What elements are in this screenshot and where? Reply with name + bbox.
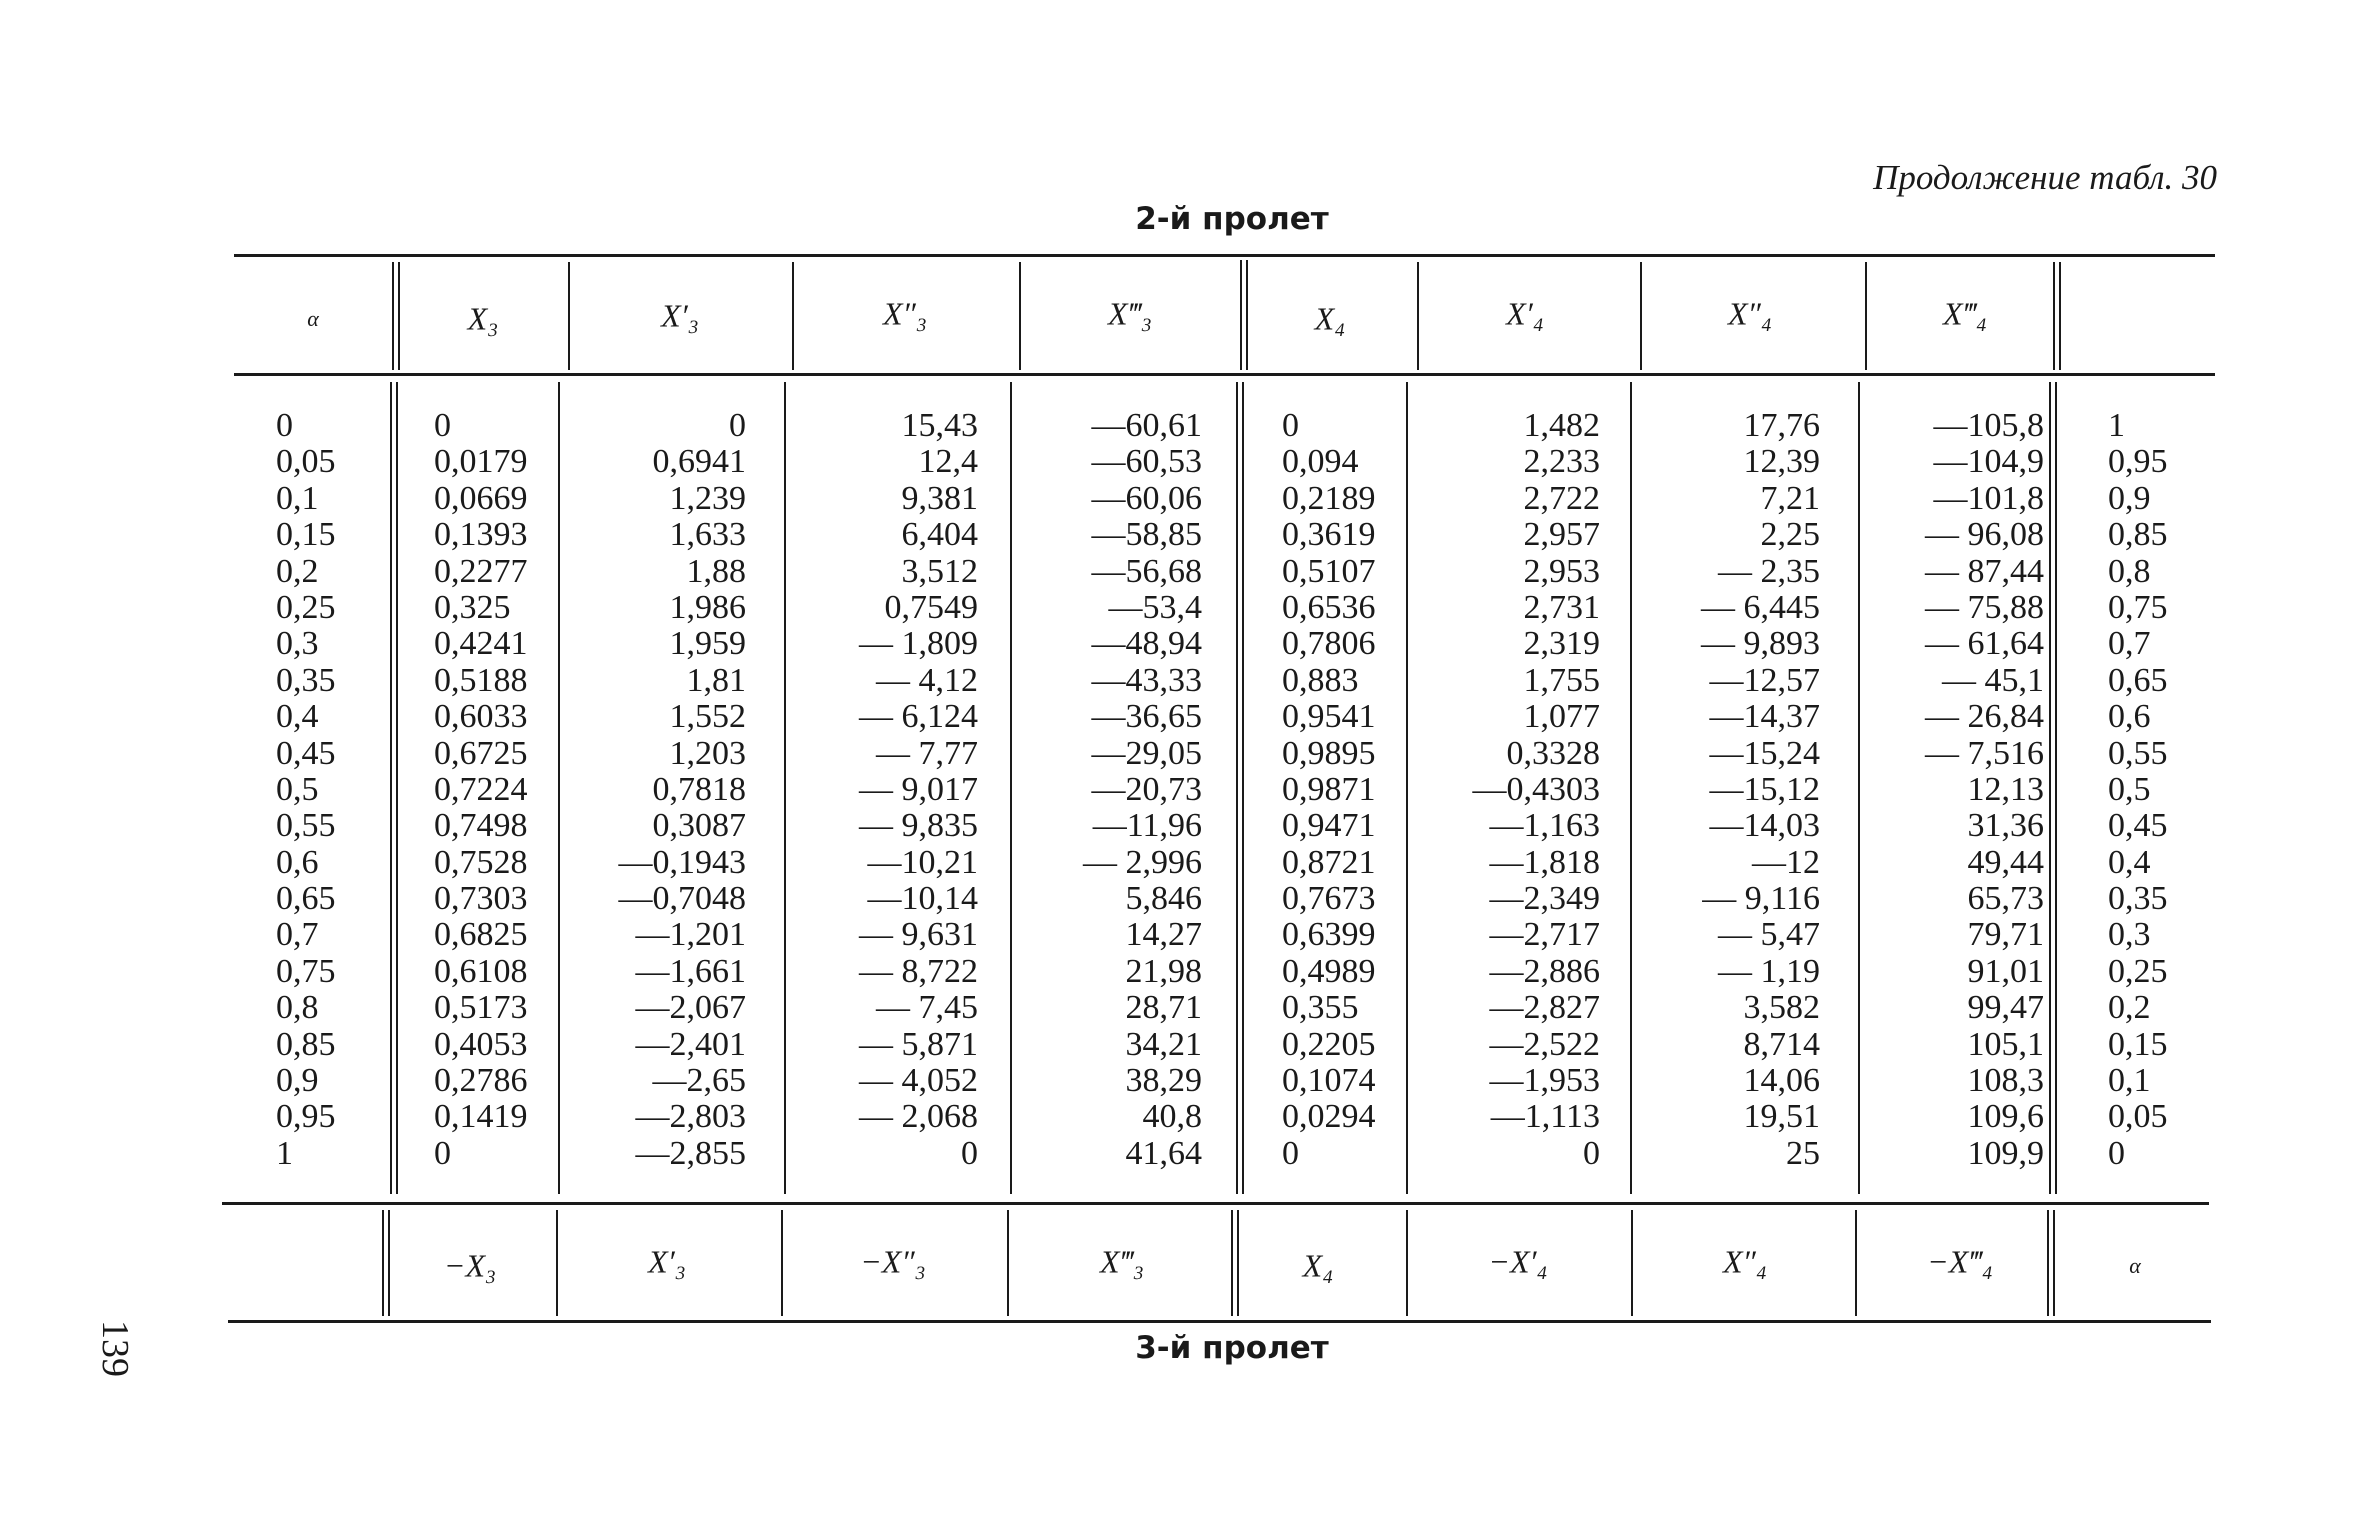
- table-cell: —10,14: [867, 880, 978, 918]
- table-cell: — 2,35: [1718, 552, 1820, 590]
- table-cell: —2,65: [652, 1062, 746, 1100]
- table-cell: 31,36: [1967, 807, 2044, 845]
- table-cell: 3,582: [1743, 989, 1820, 1027]
- table-cell: 0,9871: [1282, 770, 1376, 808]
- table-cell: — 8,722: [859, 952, 978, 990]
- table-cell: 0,4: [2108, 843, 2151, 881]
- table-cell: — 26,84: [1925, 698, 2044, 736]
- table-cell: 14,06: [1743, 1062, 1820, 1100]
- table-cell: — 96,08: [1925, 516, 2044, 554]
- table-cell: 0,2189: [1282, 479, 1376, 517]
- table-cell: — 87,44: [1925, 552, 2044, 590]
- rule-header-bottom: [234, 373, 2215, 376]
- table-cell: — 4,052: [859, 1062, 978, 1100]
- table-cell: 79,71: [1967, 916, 2044, 954]
- table-cell: —1,953: [1489, 1062, 1600, 1100]
- vrule: [1630, 382, 1632, 1194]
- column-x3-prime: [580, 408, 746, 1172]
- table-cell: 0,65: [276, 880, 336, 918]
- table-cell: 0,7528: [434, 843, 528, 881]
- table-cell: 0,9895: [1282, 734, 1376, 772]
- column-alpha-reversed: [2108, 408, 2208, 1172]
- table-cell: 17,76: [1743, 407, 1820, 444]
- table-cell: 109,6: [1967, 1098, 2044, 1136]
- table-cell: 2,953: [1523, 552, 1600, 590]
- table-cell: —2,855: [635, 1134, 746, 1172]
- table-cell: 0,2277: [434, 552, 528, 590]
- table-cell: —1,201: [635, 916, 746, 954]
- vrule: [1019, 262, 1021, 370]
- table-cell: 0,6536: [1282, 588, 1376, 626]
- vrule: [1007, 1210, 1009, 1316]
- table-cell: 0,883: [1282, 661, 1359, 699]
- header-alpha: α: [307, 306, 319, 331]
- table-cell: — 9,893: [1701, 625, 1820, 663]
- vrule-double: [2047, 1210, 2049, 1316]
- table-cell: —2,067: [635, 989, 746, 1027]
- header-x3-triple-prime: X‴₃: [1107, 295, 1153, 332]
- vrule-double: [392, 262, 394, 370]
- table-cell: 28,71: [1125, 989, 1202, 1027]
- table-cell: 0,3: [276, 625, 319, 663]
- table-cell: 0,95: [276, 1098, 336, 1136]
- table-cell: 41,64: [1125, 1134, 1202, 1172]
- bottom-span-title: 3-й пролет: [1135, 1330, 1329, 1366]
- table-cell: — 2,996: [1083, 843, 1202, 881]
- vrule-double: [396, 382, 398, 1194]
- table-cell: —20,73: [1091, 770, 1202, 808]
- table-cell: —0,1943: [618, 843, 746, 881]
- table-cell: 1,239: [669, 479, 746, 517]
- header-x4-double-prime: X″₄: [1728, 295, 1772, 332]
- footer-alpha: α: [2129, 1253, 2141, 1278]
- table-cell: 0,45: [2108, 807, 2168, 845]
- table-cell: 0,2205: [1282, 1025, 1376, 1063]
- table-cell: — 7,516: [1925, 734, 2044, 772]
- vrule: [1631, 1210, 1633, 1316]
- table-cell: —14,03: [1709, 807, 1820, 845]
- table-cell: 1,81: [686, 661, 746, 699]
- table-cell: 12,13: [1967, 770, 2044, 808]
- table-cell: 0,3619: [1282, 516, 1376, 554]
- table-cell: —2,827: [1489, 989, 1600, 1027]
- table-cell: 1,88: [686, 552, 746, 590]
- table-cell: 0,6941: [652, 443, 746, 481]
- vrule-double: [388, 1210, 390, 1316]
- table-cell: —53,4: [1108, 588, 1202, 626]
- table-cell: — 45,1: [1942, 661, 2044, 699]
- table-cell: 0,4053: [434, 1025, 528, 1063]
- table-cell: 0,6399: [1282, 916, 1376, 954]
- table-cell: 0,3: [2108, 916, 2151, 954]
- table-cell: 0,75: [276, 952, 336, 990]
- table-cell: — 7,45: [876, 989, 978, 1027]
- table-cell: —10,21: [867, 843, 978, 881]
- table-cell: 1,482: [1523, 407, 1600, 444]
- table-cell: 1,959: [669, 625, 746, 663]
- table-cell: 0,95: [2108, 443, 2168, 481]
- table-cell: —60,53: [1091, 443, 1202, 481]
- table-cell: —14,37: [1709, 698, 1820, 736]
- table-cell: 0,85: [276, 1025, 336, 1063]
- table-cell: 0,7806: [1282, 625, 1376, 663]
- table-cell: 21,98: [1125, 952, 1202, 990]
- table-cell: —1,661: [635, 952, 746, 990]
- table-cell: —101,8: [1933, 479, 2044, 517]
- table-cell: 0,6108: [434, 952, 528, 990]
- table-cell: 1,986: [669, 588, 746, 626]
- table-cell: —2,522: [1489, 1025, 1600, 1063]
- table-cell: 105,1: [1967, 1025, 2044, 1063]
- table-cell: 0,6033: [434, 698, 528, 736]
- table-cell: 0,6725: [434, 734, 528, 772]
- table-cell: 0,05: [276, 443, 336, 481]
- table-cell: 0,2786: [434, 1062, 528, 1100]
- table-cell: —12,57: [1709, 661, 1820, 699]
- rule-bottom: [228, 1320, 2211, 1323]
- table-cell: 9,381: [901, 479, 978, 517]
- table-cell: 1,077: [1523, 698, 1600, 736]
- table-cell: 0,55: [2108, 734, 2168, 772]
- table-cell: 0,7: [2108, 625, 2151, 663]
- table-cell: 2,957: [1523, 516, 1600, 554]
- table-cell: —12: [1752, 843, 1820, 881]
- vrule: [781, 1210, 783, 1316]
- vrule: [1855, 1210, 1857, 1316]
- table-cell: 5,846: [1125, 880, 1202, 918]
- table-cell: — 6,445: [1701, 588, 1820, 626]
- table-cell: 19,51: [1743, 1098, 1820, 1136]
- table-cell: 0,6: [276, 843, 319, 881]
- table-cell: 0,6825: [434, 916, 528, 954]
- table-cell: 1,755: [1523, 661, 1600, 699]
- table-cell: 0,05: [2108, 1098, 2168, 1136]
- table-cell: —48,94: [1091, 625, 1202, 663]
- table-cell: 0: [729, 407, 746, 444]
- table-cell: —104,9: [1933, 443, 2044, 481]
- table-cell: 0,7818: [652, 770, 746, 808]
- column-alpha: [276, 408, 386, 1172]
- footer-neg-x4-triple-prime: −X‴₄: [1927, 1243, 1993, 1280]
- table-cell: — 5,47: [1718, 916, 1820, 954]
- table-cell: —2,349: [1489, 880, 1600, 918]
- header-x3: X₃: [467, 300, 499, 337]
- column-x4-triple-prime: [1866, 408, 2044, 1172]
- vrule-double: [2049, 382, 2051, 1194]
- table-cell: 0,35: [2108, 880, 2168, 918]
- column-x4-double-prime: [1650, 408, 1820, 1172]
- vrule-double: [1237, 1210, 1239, 1316]
- table-cell: 8,714: [1743, 1025, 1820, 1063]
- table-cell: 0,094: [1282, 443, 1359, 481]
- vrule-double: [1236, 382, 1238, 1194]
- table-cell: 0,7303: [434, 880, 528, 918]
- table-cell: —15,12: [1709, 770, 1820, 808]
- vrule-double: [1242, 382, 1244, 1194]
- table-cell: — 5,871: [859, 1025, 978, 1063]
- table-cell: 25: [1786, 1134, 1820, 1172]
- table-cell: 0,5188: [434, 661, 528, 699]
- footer-x4: X₄: [1302, 1247, 1334, 1284]
- vrule-double: [1231, 1210, 1233, 1316]
- table-cell: 12,39: [1743, 443, 1820, 481]
- table-cell: 0: [1583, 1134, 1600, 1172]
- table-cell: 0,75: [2108, 588, 2168, 626]
- table-cell: 6,404: [901, 516, 978, 554]
- header-x4: X₄: [1314, 300, 1346, 337]
- table-cell: 0: [2108, 1134, 2125, 1172]
- table-cell: 1: [276, 1134, 293, 1172]
- table-cell: 0,35: [276, 661, 336, 699]
- table-cell: 0: [961, 1134, 978, 1172]
- table-cell: 0,8721: [1282, 843, 1376, 881]
- table-cell: 0,65: [2108, 661, 2168, 699]
- table-cell: 12,4: [918, 443, 978, 481]
- table-cell: 0: [434, 1134, 451, 1172]
- vrule: [1858, 382, 1860, 1194]
- table-cell: — 1,19: [1718, 952, 1820, 990]
- footer-x4-double-prime: X″₄: [1723, 1243, 1767, 1280]
- table-cell: 0,1: [2108, 1062, 2151, 1100]
- table-cell: 3,512: [901, 552, 978, 590]
- table-cell: — 9,116: [1702, 880, 1820, 918]
- table-cell: 0,7: [276, 916, 319, 954]
- vrule: [558, 382, 560, 1194]
- table-cell: 0: [434, 407, 451, 444]
- table-cell: —36,65: [1091, 698, 1202, 736]
- table-cell: —2,803: [635, 1098, 746, 1136]
- table-cell: 0,3087: [652, 807, 746, 845]
- table-cell: 0,355: [1282, 989, 1359, 1027]
- table-cell: 2,731: [1523, 588, 1600, 626]
- table-cell: 0,4989: [1282, 952, 1376, 990]
- table-cell: 0,4241: [434, 625, 528, 663]
- table-cell: — 9,631: [859, 916, 978, 954]
- rule-top: [234, 254, 2215, 257]
- table-cell: 34,21: [1125, 1025, 1202, 1063]
- table-cell: 109,9: [1967, 1134, 2044, 1172]
- table-cell: 0,325: [434, 588, 511, 626]
- table-cell: — 9,017: [859, 770, 978, 808]
- table-cell: —60,06: [1091, 479, 1202, 517]
- vrule-double: [1246, 260, 1248, 370]
- vrule: [1406, 382, 1408, 1194]
- table-cell: 15,43: [901, 407, 978, 444]
- rule-footer-top: [222, 1202, 2209, 1205]
- vrule: [568, 262, 570, 370]
- footer-neg-x3: −X₃: [443, 1247, 497, 1284]
- table-cell: 2,722: [1523, 479, 1600, 517]
- page-number: 139: [94, 1320, 136, 1377]
- table-cell: 49,44: [1967, 843, 2044, 881]
- table-cell: 0,0294: [1282, 1098, 1376, 1136]
- vrule: [1417, 262, 1419, 370]
- table-cell: 0,85: [2108, 516, 2168, 554]
- vrule: [784, 382, 786, 1194]
- table-cell: 0,2: [276, 552, 319, 590]
- column-x4: [1282, 408, 1402, 1172]
- table-cell: —2,717: [1489, 916, 1600, 954]
- vrule: [1406, 1210, 1408, 1316]
- table-cell: — 2,068: [859, 1098, 978, 1136]
- table-cell: 1,203: [669, 734, 746, 772]
- footer-x3-prime: X′₃: [648, 1243, 686, 1280]
- table-cell: —1,113: [1490, 1098, 1600, 1136]
- table-cell: 0,15: [2108, 1025, 2168, 1063]
- table-cell: —43,33: [1091, 661, 1202, 699]
- table-cell: 0,5: [2108, 770, 2151, 808]
- table-cell: — 4,12: [876, 661, 978, 699]
- table-cell: —0,7048: [618, 880, 746, 918]
- vrule-double: [2053, 262, 2055, 370]
- table-cell: —56,68: [1091, 552, 1202, 590]
- vrule-double: [390, 382, 392, 1194]
- table-cell: 99,47: [1967, 989, 2044, 1027]
- table-cell: 0,9471: [1282, 807, 1376, 845]
- table-cell: —1,818: [1489, 843, 1600, 881]
- vrule: [1010, 382, 1012, 1194]
- table-cell: 1,633: [669, 516, 746, 554]
- table-cell: 0,6: [2108, 698, 2151, 736]
- table-cell: 0,0179: [434, 443, 528, 481]
- table-cell: 0,7224: [434, 770, 528, 808]
- table-cell: 0,5: [276, 770, 319, 808]
- table-cell: —15,24: [1709, 734, 1820, 772]
- table-cell: 0: [1282, 407, 1299, 444]
- table-cell: 40,8: [1142, 1098, 1202, 1136]
- vrule-double: [382, 1210, 384, 1316]
- table-cell: — 7,77: [876, 734, 978, 772]
- table-caption: Продолжение табл. 30: [1873, 158, 2217, 197]
- table-cell: — 6,124: [859, 698, 978, 736]
- table-cell: 2,319: [1523, 625, 1600, 663]
- table-cell: —58,85: [1091, 516, 1202, 554]
- vrule: [1640, 262, 1642, 370]
- table-cell: 0,4: [276, 698, 319, 736]
- table-cell: 0,7673: [1282, 880, 1376, 918]
- table-cell: 0,9: [2108, 479, 2151, 517]
- table-cell: 0,55: [276, 807, 336, 845]
- table-cell: 0,1393: [434, 516, 528, 554]
- header-x3-prime: X′₃: [661, 297, 699, 334]
- column-x3: [434, 408, 554, 1172]
- table-cell: —2,401: [635, 1025, 746, 1063]
- header-x4-triple-prime: X‴₄: [1942, 295, 1988, 332]
- table-cell: 0,25: [276, 588, 336, 626]
- table-cell: 0,8: [2108, 552, 2151, 590]
- table-cell: — 75,88: [1925, 588, 2044, 626]
- table-cell: 0,7549: [884, 588, 978, 626]
- table-cell: 0,5173: [434, 989, 528, 1027]
- table-cell: — 1,809: [859, 625, 978, 663]
- footer-neg-x4-prime: −X′₄: [1488, 1243, 1548, 1280]
- table-cell: —0,4303: [1472, 770, 1600, 808]
- table-cell: 1,552: [669, 698, 746, 736]
- table-cell: 0,8: [276, 989, 319, 1027]
- header-x3-double-prime: X″₃: [883, 295, 927, 332]
- table-cell: 0,0669: [434, 479, 528, 517]
- table-cell: 38,29: [1125, 1062, 1202, 1100]
- vrule-double: [2053, 1210, 2055, 1316]
- column-x3-triple-prime: [1030, 408, 1202, 1172]
- table-cell: 2,25: [1760, 516, 1820, 554]
- table-cell: 2,233: [1523, 443, 1600, 481]
- table-cell: 7,21: [1760, 479, 1820, 517]
- table-cell: 0,1419: [434, 1098, 528, 1136]
- table-cell: —105,8: [1933, 407, 2044, 444]
- table-cell: 0,9: [276, 1062, 319, 1100]
- vrule-double: [398, 262, 400, 370]
- table-cell: —2,886: [1489, 952, 1600, 990]
- vrule-double: [1240, 260, 1242, 370]
- table-cell: 0,1074: [1282, 1062, 1376, 1100]
- table-cell: 108,3: [1967, 1062, 2044, 1100]
- vrule-double: [2059, 262, 2061, 370]
- table-cell: 0,3328: [1506, 734, 1600, 772]
- table-cell: 65,73: [1967, 880, 2044, 918]
- table-cell: 91,01: [1967, 952, 2044, 990]
- table-cell: 0: [276, 407, 293, 444]
- table-cell: — 9,835: [859, 807, 978, 845]
- table-cell: 1: [2108, 407, 2125, 444]
- table-cell: 0,25: [2108, 952, 2168, 990]
- table-cell: 0,5107: [1282, 552, 1376, 590]
- vrule-double: [2055, 382, 2057, 1194]
- table-cell: —29,05: [1091, 734, 1202, 772]
- table-cell: —1,163: [1489, 807, 1600, 845]
- vrule: [556, 1210, 558, 1316]
- table-cell: 0,7498: [434, 807, 528, 845]
- table-cell: 0,45: [276, 734, 336, 772]
- table-cell: 0: [1282, 1134, 1299, 1172]
- vrule: [792, 262, 794, 370]
- table-cell: 0,2: [2108, 989, 2151, 1027]
- table-cell: 14,27: [1125, 916, 1202, 954]
- table-cell: 0,1: [276, 479, 319, 517]
- table-cell: — 61,64: [1925, 625, 2044, 663]
- footer-x3-triple-prime: X‴₃: [1099, 1243, 1145, 1280]
- header-x4-prime: X′₄: [1506, 295, 1544, 332]
- column-x3-double-prime: [800, 408, 978, 1172]
- top-span-title: 2-й пролет: [1135, 201, 1329, 237]
- table-cell: —60,61: [1091, 407, 1202, 444]
- vrule: [1865, 262, 1867, 370]
- footer-neg-x3-double-prime: −X″₃: [860, 1243, 926, 1280]
- table-cell: 0,15: [276, 516, 336, 554]
- column-x4-prime: [1420, 408, 1600, 1172]
- table-cell: —11,96: [1092, 807, 1202, 845]
- table-cell: 0,9541: [1282, 698, 1376, 736]
